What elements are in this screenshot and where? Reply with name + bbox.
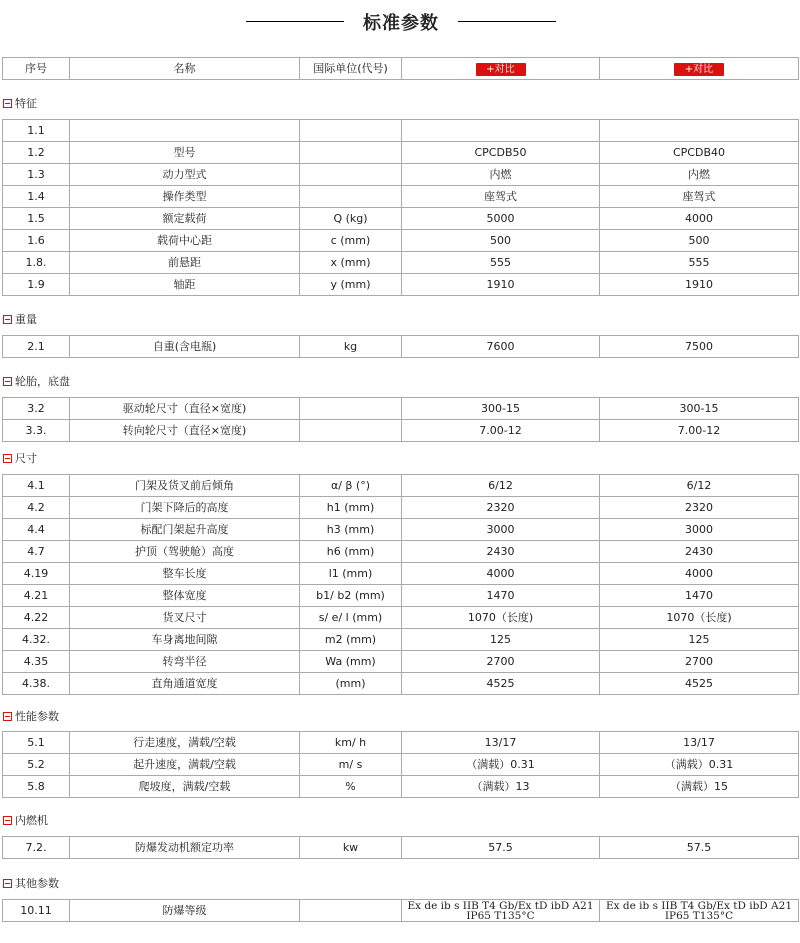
section-title: 轮胎，底盘 — [15, 375, 70, 388]
row-name: 门架下降后的高度 — [70, 497, 300, 519]
row-value-2: Ex de ib s IIB T4 Gb/Ex tD ibD A21 IP65 T135°C — [600, 900, 799, 922]
table-row — [3, 208, 799, 230]
collapse-minus-icon[interactable] — [3, 712, 12, 721]
row-value-2: 555 — [600, 252, 799, 274]
row-value-1: 2320 — [402, 497, 600, 519]
row-no: 1.6 — [3, 230, 70, 252]
collapse-minus-icon[interactable] — [3, 377, 12, 386]
table-row — [3, 585, 799, 607]
section-title: 尺寸 — [15, 452, 37, 465]
row-no: 4.4 — [3, 519, 70, 541]
row-value-2: 2430 — [600, 541, 799, 563]
table-row — [3, 541, 799, 563]
spec-table — [2, 335, 799, 358]
compare-button-2[interactable]: +对比 — [674, 63, 724, 76]
spec-table — [2, 474, 799, 695]
row-name: 车身离地间隙 — [70, 629, 300, 651]
row-unit: Q (kg) — [300, 208, 402, 230]
row-value-1: 1910 — [402, 274, 600, 296]
spec-table — [2, 836, 799, 859]
row-value-2: 1910 — [600, 274, 799, 296]
section-title: 内燃机 — [15, 814, 48, 827]
row-value-1: 4000 — [402, 563, 600, 585]
section-title: 重量 — [15, 313, 37, 326]
collapse-minus-icon[interactable] — [3, 454, 12, 463]
table-row — [3, 519, 799, 541]
row-value-2: 7500 — [600, 336, 799, 358]
row-name: 额定载荷 — [70, 208, 300, 230]
row-value-2: 500 — [600, 230, 799, 252]
table-row — [3, 607, 799, 629]
row-unit: km/ h — [300, 732, 402, 754]
row-value-2: 6/12 — [600, 475, 799, 497]
row-value-2: 7.00-12 — [600, 420, 799, 442]
row-value-1: 1070（长度) — [402, 607, 600, 629]
row-value-1: 3000 — [402, 519, 600, 541]
row-no: 4.7 — [3, 541, 70, 563]
row-unit — [300, 420, 402, 442]
row-name: 驱动轮尺寸（直径×宽度) — [70, 398, 300, 420]
collapse-minus-icon[interactable] — [3, 816, 12, 825]
row-no: 3.2 — [3, 398, 70, 420]
row-name: 自重(含电瓶) — [70, 336, 300, 358]
row-unit — [300, 142, 402, 164]
table-row — [3, 900, 799, 922]
table-row — [3, 252, 799, 274]
row-value-1: 300-15 — [402, 398, 600, 420]
row-name: 防爆等级 — [70, 900, 300, 922]
row-no: 5.8 — [3, 776, 70, 798]
row-name: 货叉尺寸 — [70, 607, 300, 629]
row-value-1: Ex de ib s IIB T4 Gb/Ex tD ibD A21 IP65 T135°C — [402, 900, 600, 922]
row-unit — [300, 186, 402, 208]
row-unit: α/ β (°) — [300, 475, 402, 497]
section-header[interactable] — [3, 312, 37, 328]
row-name: 爬坡度，满载/空载 — [70, 776, 300, 798]
row-name: 门架及货叉前后倾角 — [70, 475, 300, 497]
row-no: 1.8. — [3, 252, 70, 274]
row-no: 1.2 — [3, 142, 70, 164]
row-unit: h3 (mm) — [300, 519, 402, 541]
row-value-1: 2430 — [402, 541, 600, 563]
row-unit — [300, 398, 402, 420]
row-unit: h1 (mm) — [300, 497, 402, 519]
row-no: 1.9 — [3, 274, 70, 296]
spec-table — [2, 119, 799, 296]
table-row — [3, 754, 799, 776]
row-unit: b1/ b2 (mm) — [300, 585, 402, 607]
row-name: 动力型式 — [70, 164, 300, 186]
row-value-2: 4525 — [600, 673, 799, 695]
row-value-1: 5000 — [402, 208, 600, 230]
row-unit: kw — [300, 837, 402, 859]
row-name: 载荷中心距 — [70, 230, 300, 252]
row-unit: h6 (mm) — [300, 541, 402, 563]
row-name: 型号 — [70, 142, 300, 164]
table-row — [3, 336, 799, 358]
row-unit — [300, 120, 402, 142]
spec-table — [2, 899, 799, 922]
row-value-2: 3000 — [600, 519, 799, 541]
row-value-1: 4525 — [402, 673, 600, 695]
row-name: 整车长度 — [70, 563, 300, 585]
compare-button-1[interactable]: +对比 — [476, 63, 526, 76]
row-value-1: 7.00-12 — [402, 420, 600, 442]
row-value-2: 1070（长度) — [600, 607, 799, 629]
table-row — [3, 497, 799, 519]
table-row — [3, 837, 799, 859]
row-unit: Wa (mm) — [300, 651, 402, 673]
section-header[interactable] — [3, 96, 37, 112]
header-compare-cell-2 — [600, 58, 799, 80]
row-value-2: 内燃 — [600, 164, 799, 186]
row-name: 护顶（驾驶舱）高度 — [70, 541, 300, 563]
header-unit: 国际单位(代号) — [300, 58, 402, 80]
row-value-1: 57.5 — [402, 837, 600, 859]
page-title: 标准参数 — [363, 13, 439, 34]
row-unit: c (mm) — [300, 230, 402, 252]
title-bar — [0, 0, 800, 46]
title-divider-left — [246, 21, 344, 22]
row-value-2: 13/17 — [600, 732, 799, 754]
row-value-2: 4000 — [600, 563, 799, 585]
row-value-1: 座驾式 — [402, 186, 600, 208]
collapse-minus-icon[interactable] — [3, 315, 12, 324]
row-unit — [300, 900, 402, 922]
row-name: 行走速度，满载/空载 — [70, 732, 300, 754]
table-row — [3, 398, 799, 420]
header-name: 名称 — [70, 58, 300, 80]
row-no: 4.21 — [3, 585, 70, 607]
row-unit: (mm) — [300, 673, 402, 695]
table-row — [3, 563, 799, 585]
header-no: 序号 — [3, 58, 70, 80]
row-no: 4.35 — [3, 651, 70, 673]
row-value-1: CPCDB50 — [402, 142, 600, 164]
row-name: 整体宽度 — [70, 585, 300, 607]
row-unit: m2 (mm) — [300, 629, 402, 651]
row-unit: % — [300, 776, 402, 798]
row-no: 4.22 — [3, 607, 70, 629]
header-compare-cell-1 — [402, 58, 600, 80]
title-divider-right — [458, 21, 556, 22]
row-no: 4.1 — [3, 475, 70, 497]
row-unit: x (mm) — [300, 252, 402, 274]
row-name: 标配门架起升高度 — [70, 519, 300, 541]
section-header[interactable] — [3, 813, 48, 829]
row-no: 5.2 — [3, 754, 70, 776]
section-header[interactable] — [3, 709, 59, 725]
row-unit — [300, 164, 402, 186]
row-value-2: 2320 — [600, 497, 799, 519]
row-value-2: （满载）0.31 — [600, 754, 799, 776]
row-no: 3.3. — [3, 420, 70, 442]
row-no: 1.4 — [3, 186, 70, 208]
table-row — [3, 120, 799, 142]
section-title: 特征 — [15, 97, 37, 110]
table-row — [3, 142, 799, 164]
section-title: 性能参数 — [15, 710, 59, 723]
row-value-2: 300-15 — [600, 398, 799, 420]
row-name: 操作类型 — [70, 186, 300, 208]
row-value-2: 座驾式 — [600, 186, 799, 208]
row-no: 5.1 — [3, 732, 70, 754]
row-unit: m/ s — [300, 754, 402, 776]
row-value-1: 6/12 — [402, 475, 600, 497]
table-row — [3, 230, 799, 252]
section-header[interactable] — [3, 451, 37, 467]
table-row — [3, 673, 799, 695]
table-row — [3, 629, 799, 651]
row-value-1: 555 — [402, 252, 600, 274]
row-no: 4.38. — [3, 673, 70, 695]
row-value-2: 125 — [600, 629, 799, 651]
row-name: 直角通道宽度 — [70, 673, 300, 695]
row-value-1: 125 — [402, 629, 600, 651]
row-name: 防爆发动机额定功率 — [70, 837, 300, 859]
row-name — [70, 120, 300, 142]
row-name: 前悬距 — [70, 252, 300, 274]
table-row — [3, 274, 799, 296]
row-no: 4.2 — [3, 497, 70, 519]
table-row — [3, 420, 799, 442]
table-row — [3, 186, 799, 208]
row-unit: y (mm) — [300, 274, 402, 296]
row-no: 7.2. — [3, 837, 70, 859]
row-value-1: （满载）13 — [402, 776, 600, 798]
row-value-1: 1470 — [402, 585, 600, 607]
section-title: 其他参数 — [15, 877, 59, 890]
collapse-minus-icon[interactable] — [3, 99, 12, 108]
table-row — [3, 651, 799, 673]
row-no: 1.1 — [3, 120, 70, 142]
spec-table — [2, 397, 799, 442]
collapse-minus-icon[interactable] — [3, 879, 12, 888]
row-no: 2.1 — [3, 336, 70, 358]
row-name: 转弯半径 — [70, 651, 300, 673]
header-table — [2, 57, 799, 80]
row-name: 轴距 — [70, 274, 300, 296]
header-row — [3, 58, 799, 80]
row-value-2: 1470 — [600, 585, 799, 607]
row-unit: kg — [300, 336, 402, 358]
row-value-2: 4000 — [600, 208, 799, 230]
row-value-1: 500 — [402, 230, 600, 252]
row-value-2: 2700 — [600, 651, 799, 673]
row-no: 4.32. — [3, 629, 70, 651]
table-row — [3, 776, 799, 798]
row-unit: s/ e/ l (mm) — [300, 607, 402, 629]
row-value-1: 7600 — [402, 336, 600, 358]
row-value-2: CPCDB40 — [600, 142, 799, 164]
row-value-1: 内燃 — [402, 164, 600, 186]
spec-table — [2, 731, 799, 798]
row-no: 1.3 — [3, 164, 70, 186]
row-name: 转向轮尺寸（直径×宽度) — [70, 420, 300, 442]
table-row — [3, 475, 799, 497]
row-no: 1.5 — [3, 208, 70, 230]
section-header[interactable] — [3, 876, 59, 892]
section-header[interactable] — [3, 374, 70, 390]
row-value-1 — [402, 120, 600, 142]
row-name: 起升速度，满载/空载 — [70, 754, 300, 776]
row-no: 4.19 — [3, 563, 70, 585]
row-value-2 — [600, 120, 799, 142]
table-row — [3, 732, 799, 754]
row-unit: l1 (mm) — [300, 563, 402, 585]
row-value-1: 2700 — [402, 651, 600, 673]
row-value-1: 13/17 — [402, 732, 600, 754]
row-no: 10.11 — [3, 900, 70, 922]
row-value-2: 57.5 — [600, 837, 799, 859]
row-value-2: （满载）15 — [600, 776, 799, 798]
table-row — [3, 164, 799, 186]
row-value-1: （满载）0.31 — [402, 754, 600, 776]
